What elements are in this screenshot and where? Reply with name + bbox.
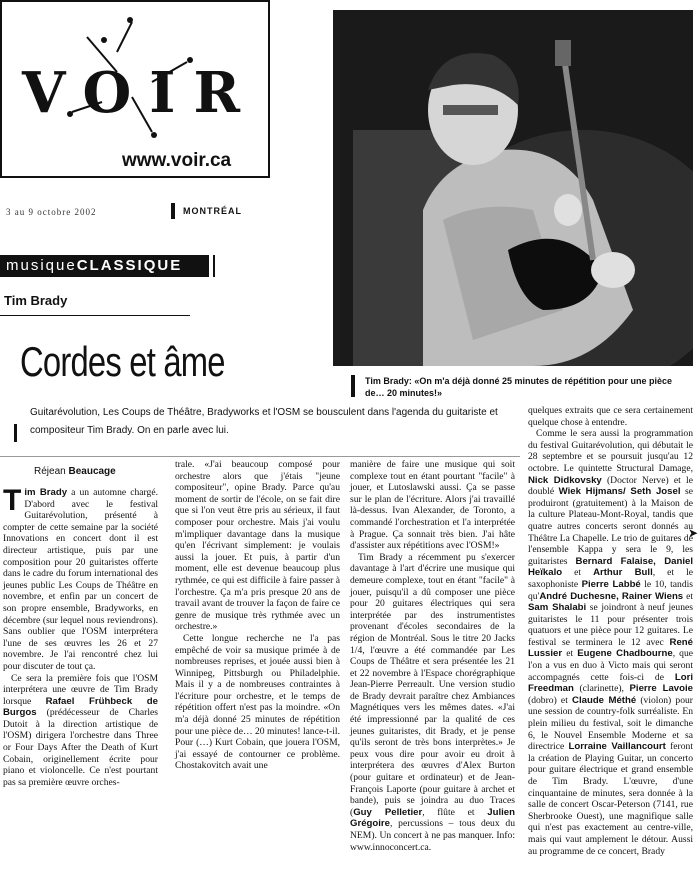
paragraph: [528, 428, 693, 857]
person-name: Sam Shalabi: [528, 602, 587, 614]
paragraph: manière de faire une musique qui soit complexe tout en étant pourtant "facile" à jouer, et Lutoslawski aussi. Ça se passe sur le plan de l'écriture. Alors j'ai travaillé là-dessus. Ivan Alexander, de Toronto, a commandé l'orchestration et l'a interprétée à Prague. Ça sonnait très bien. J'ai hâte d'assister aux répétitions avec l'OSM!»: [350, 459, 515, 552]
paragraph-text: , flûte et: [422, 806, 488, 818]
person-name: Arthur Bull: [593, 567, 653, 579]
photo-tim-brady: [333, 10, 693, 366]
continuation-arrow-icon: ➤: [688, 526, 699, 540]
paragraph-text: (Doctor Nerve) et le doublé: [528, 474, 693, 498]
column-4: [528, 405, 693, 857]
paragraph-text: Ce sera la première fois que l'OSM interprétera une œuvre de Tim Brady lorsque: [3, 672, 158, 707]
paragraph: [3, 673, 158, 789]
person-name: im Brady: [24, 487, 68, 498]
paragraph: [350, 552, 515, 853]
city-label: MONTRÉAL: [183, 206, 242, 216]
section-tick: [209, 255, 213, 277]
divider-rule: [0, 315, 190, 316]
section-label-part2: CLASSIQUE: [76, 257, 183, 274]
logo-wordmark: VOIR: [22, 60, 258, 126]
person-name: Rafael Frühbeck de Burgos: [3, 695, 158, 719]
paragraph-text: (violon) pour une session de country-folk surréaliste. En plein milieu du festival, soit le dimanche 6, le Nouvel Ensemble Moderne et sa directrice: [528, 694, 693, 753]
paragraph-text: et: [683, 590, 693, 602]
paragraph: quelques extraits que ce sera certainement quelque chose à entendre.: [528, 405, 693, 428]
person-name: Wiek Hijmans/ Seth Josel: [558, 486, 681, 498]
masthead-box: [0, 0, 270, 178]
paragraph-text: Tim Brady a récemment pu s'exercer davantage à l'art d'écrire une musique qui demeure complexe, tout en étant "facile" à jouer, puisqu'il a dû composer une pièce pour 20 guitares électriques qui sera interprétée par des instrumentistes provenant d'écoles secondaires de la région de Montréal. Sous le titre 20 Jacks 1/4, l'œuvre a été commandée par Les Coups de Théâtre et sera présentée les 21 et 22 novembre à l'Espace chorégraphique Jean-Pierre Perreault. Une version studio de Brady devrait paraître chez Ambiances Magnétiques vers les mêmes dates. «J'ai été impressionné par la qualité de ces jeunes guitaristes, dit Brady, et je pense qu'ils seront de très bons interprètes.» Je peux vous dire pour avoir eu droit à interprétera des œuvres d'Alex Burton (pour guitare et ordinateur) et de Jean-François Laporte (pour guitare à archet et bande), puis se joindra au duo Traces (: [350, 551, 515, 818]
author-byline: [34, 466, 116, 477]
person-name: Bernard Falaise, Daniel Heïkalo: [528, 555, 693, 579]
paragraph-text: a un automne chargé. D'abord avec le festival Guitarévolution, présenté à compter de cette semaine par la société Innovations en concert dont il est directeur artistique, puis par une composition pour 20 guitaristes offerte dans le cadre du forum international des jeunes public Les Coups de Théâtre en novembre, et enfin par un concert de son propre ensemble, Bradyworks, en décembre (sur lequel nous reviendrons). Sans oublier que l'OSM interprétera l'une de ses œuvres les 26 et 27 novembre. Je l'ai rencontré chez lui pour discuter de tout ça.: [3, 487, 158, 672]
author-last: Beaucage: [68, 466, 116, 477]
photo-caption: Tim Brady: «On m'a déjà donné 25 minutes de répétition pour une pièce de… 20 minutes!»: [365, 376, 673, 398]
column-3: [350, 459, 515, 853]
dateline-divider: [171, 203, 175, 219]
paragraph-text: et: [562, 567, 594, 579]
logo-url[interactable]: www.voir.ca: [122, 150, 232, 171]
person-name: Julien Grégoire: [350, 806, 515, 830]
dropcap: T: [3, 484, 22, 517]
paragraph-text: , que l'on a vus en duo à Victo mais qui seront accompagnés cette fois-ci de: [528, 648, 694, 683]
paragraph: Cette longue recherche ne l'a pas empêché de voir sa musique primée à de nombreuses reprises, et jouée aussi bien à Winnipeg, Pittsburgh ou Philadelphie. Mais il y a de nombreuses contraintes à l'écriture pour orchestre, et le temps de répétition offert n'est pas la moindre. «On m'a déjà donné 25 minutes de répétition pour une pièce de… 20 minutes! lance-t-il. Pour (…) Kurt Cobain, que jouera l'OSM, j'ai essayé de contourner ce problème. Chostakovitch avait une: [175, 632, 340, 772]
column-1: [3, 484, 158, 788]
person-name: René Lussier: [528, 636, 693, 660]
paragraph: [3, 484, 158, 673]
photo-illustration: [333, 10, 693, 366]
caption-bar: [351, 375, 355, 397]
person-name: Guy Pelletier: [353, 806, 423, 818]
paragraph-text: , et le saxophoniste: [528, 567, 693, 590]
section-label: [0, 255, 215, 277]
paragraph-text: et: [562, 648, 578, 660]
dek-rule: [0, 456, 520, 457]
dek-bar: [14, 424, 17, 442]
article-subject: Tim Brady: [4, 293, 68, 308]
paragraph-text: (prédécesseur de Charles Dutoit à la direction artistique de l'OSM) dirigera l'orchestre dans Three or Four Days After the Death of Kurt Cobain, originellement écrite pour piano et violoncelle. Ce n'est pourtant pas sa première œuvre orches-: [3, 707, 158, 788]
section-label-part1: musique: [6, 257, 77, 274]
paragraph-text: (dobro) et: [528, 694, 573, 706]
paragraph-text: (clarinette),: [573, 683, 630, 695]
article-dek: Guitarévolution, Les Coups de Théâtre, Bradyworks et l'OSM se bousculent dans l'agenda du guitariste et compositeur Tim Brady. On en parle avec lui.: [30, 407, 498, 436]
paragraph-text: Comme le sera aussi la programmation du festival Guitarévolution, qui débutait le 28 septembre et se poursuit jusqu'au 12 octobre. Le quintette Structural Damage,: [528, 428, 693, 474]
paragraph-text: feront la création de Playing Guitar, un concerto pour guitare électrique et grand ensemble de Tim Brady. L'œuvre, d'une cinquantaine de minutes, sera donnée à la salle de concert Oscar-Peterson (7141, rue Sherbrooke Ouest), une magnifique salle qui n'est pas exactement au centre-ville, mais qui vaut amplement le détour. Aussi au programme de ce concert, Brady: [528, 741, 693, 857]
author-first: Réjean: [34, 466, 66, 477]
person-name: Claude Méthé: [572, 694, 637, 706]
paragraph-text: se joindront à neuf jeunes guitaristes le 11 pour présenter trois quatuors et une pièce pour 12 guitares. Le festival se terminera le 12 avec: [528, 602, 693, 648]
paragraph-text: , percussions – tous deux du NEM). Un concert à ne pas manquer. Info: www.innoconcert.ca.: [350, 818, 515, 853]
dateline: 3 au 9 octobre 2002: [6, 207, 97, 217]
person-name: Lori Freedman: [528, 671, 693, 695]
column-2: [175, 459, 340, 772]
person-name: Eugene Chadbourne: [577, 648, 673, 660]
paragraph-text: se produiront (gratuitement) à la Maison de la culture Plateau-Mont-Royal, tandis que quatre autres concerts seront donnés au Théâtre La Chapelle. Le trio de guitares de l'ensemble Kappa y sera le 9, les guitaristes: [528, 486, 693, 567]
paragraph-text: le 10, tandis qu': [528, 578, 694, 602]
paragraph: trale. «J'ai beaucoup composé pour orchestre alors que j'étais "jeune compositeur", opine Brady. Parce qu'au moment de sortir de l'école, on se fait dire que si l'on veut être pris au sérieux, il faut composer pour orchestre. Mais j'ai voulu m'impliquer davantage dans la musique qu'en l'écrivant simplement: je voulais aussi la jouer. Et puis, à partir d'un moment, elle est devenue beaucoup plus rythmée, ce qui est difficile à faire passer à l'orchestre. Ça m'a pris presque 20 ans de travail avant de trouver la façon de faire ce genre de musique très rythmée avec un orchestre.»: [175, 459, 340, 633]
person-name: Nick Didkovsky: [528, 474, 602, 486]
person-name: Lorraine Vaillancourt: [568, 741, 666, 753]
person-name: Pierre Labbé: [581, 578, 641, 590]
headline: Cordes et âme: [20, 338, 225, 385]
person-name: Pierre Lavoie: [629, 683, 693, 695]
person-name: André Duchesne, Rainer Wiens: [539, 590, 684, 602]
